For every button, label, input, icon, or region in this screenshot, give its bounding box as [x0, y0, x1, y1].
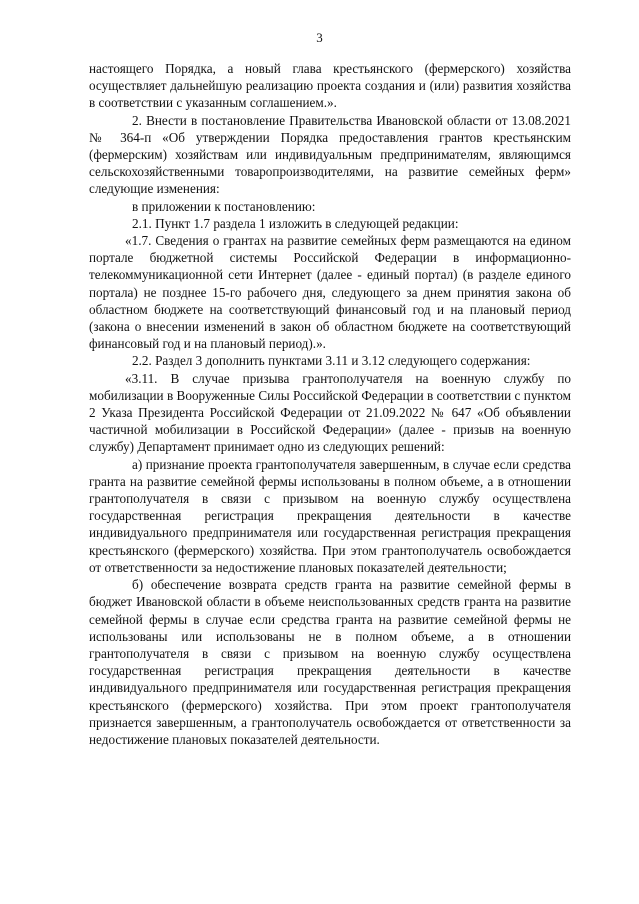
paragraph-appendix-intro: в приложении к постановлению:	[132, 198, 316, 214]
paragraph-quote-3-11: «3.11. В случае призыва грантополучателя на военную службу по мобилизации в Вооруженные Силы Российской Федерации в соответствии с пунктом 2 Указа Президента Российской Федерации от 21.09.2022 № 647 «Об объявлении частичной мобилизации в Российской Федерации» (далее - призыв на военную службу) Департамент принимает одно из следующих решений:	[89, 370, 571, 455]
paragraph-item-2-1: 2.1. Пункт 1.7 раздела 1 изложить в следующей редакции:	[132, 215, 459, 231]
paragraph-item-2: 2. Внести в постановление Правительства Ивановской области от 13.08.2021 № 364-п «Об утверждении Порядка предоставления грантов крестьянским (фермерским) хозяйствам или индивидуальным предпринимателям, являющимся сельскохозяйственными товаропроизводителями, на развитие семейных ферм» следующие изменения:	[89, 112, 571, 197]
paragraph-quote-1-7: «1.7. Сведения о грантах на развитие семейных ферм размещаются на едином портале бюджетной системы Российской Федерации в информационно-телекоммуникационной сети Интернет (далее - единый портал) (в разделе единого портала) не позднее 15-го рабочего дня, следующего за днем принятия закона об областном бюджете на соответствующий финансовый год и на плановый период (закона о внесении изменений в закон об областном бюджете на соответствующий финансовый год и на плановый период).».	[89, 233, 571, 352]
paragraph-item-2-2: 2.2. Раздел 3 дополнить пунктами 3.11 и 3.12 следующего содержания:	[132, 353, 531, 369]
paragraph-continuation: настоящего Порядка, а новый глава крестьянского (фермерского) хозяйства осуществляет дальнейшую реализацию проекта создания и (или) развития хозяйства в соответствии с указанным соглашением.».	[89, 61, 571, 111]
paragraph-subitem-b: б) обеспечение возврата средств гранта на развитие семейной фермы в бюджет Ивановской области в объеме неиспользованных средств гранта на развитие семейной фермы в случае если средства гранта на развитие семейной фермы не использованы или использованы не в полном объеме, а в отношении грантополучателя в связи с призывом на военную службу осуществлена государственная регистрация прекращения деятельности в качестве индивидуального предпринимателя или государственная регистрация прекращения крестьянского (фермерского) хозяйства. При этом проект грантополучателя признается завершенным, а грантополучатель освобождается от ответственности за недостижение плановых показателей деятельности.	[89, 577, 571, 747]
document-body	[89, 60, 571, 748]
paragraph-subitem-a: а) признание проекта грантополучателя завершенным, в случае если средства гранта на развитие семейной фермы использованы в полном объеме, а в отношении грантополучателя в связи с призывом на военную службу осуществлена государственная регистрация прекращения деятельности в качестве индивидуального предпринимателя или государственная регистрация прекращения крестьянского (фермерского) хозяйства. При этом грантополучатель освобождается от ответственности за недостижение плановых показателей деятельности;	[89, 456, 571, 575]
page-number: 3	[316, 30, 323, 45]
